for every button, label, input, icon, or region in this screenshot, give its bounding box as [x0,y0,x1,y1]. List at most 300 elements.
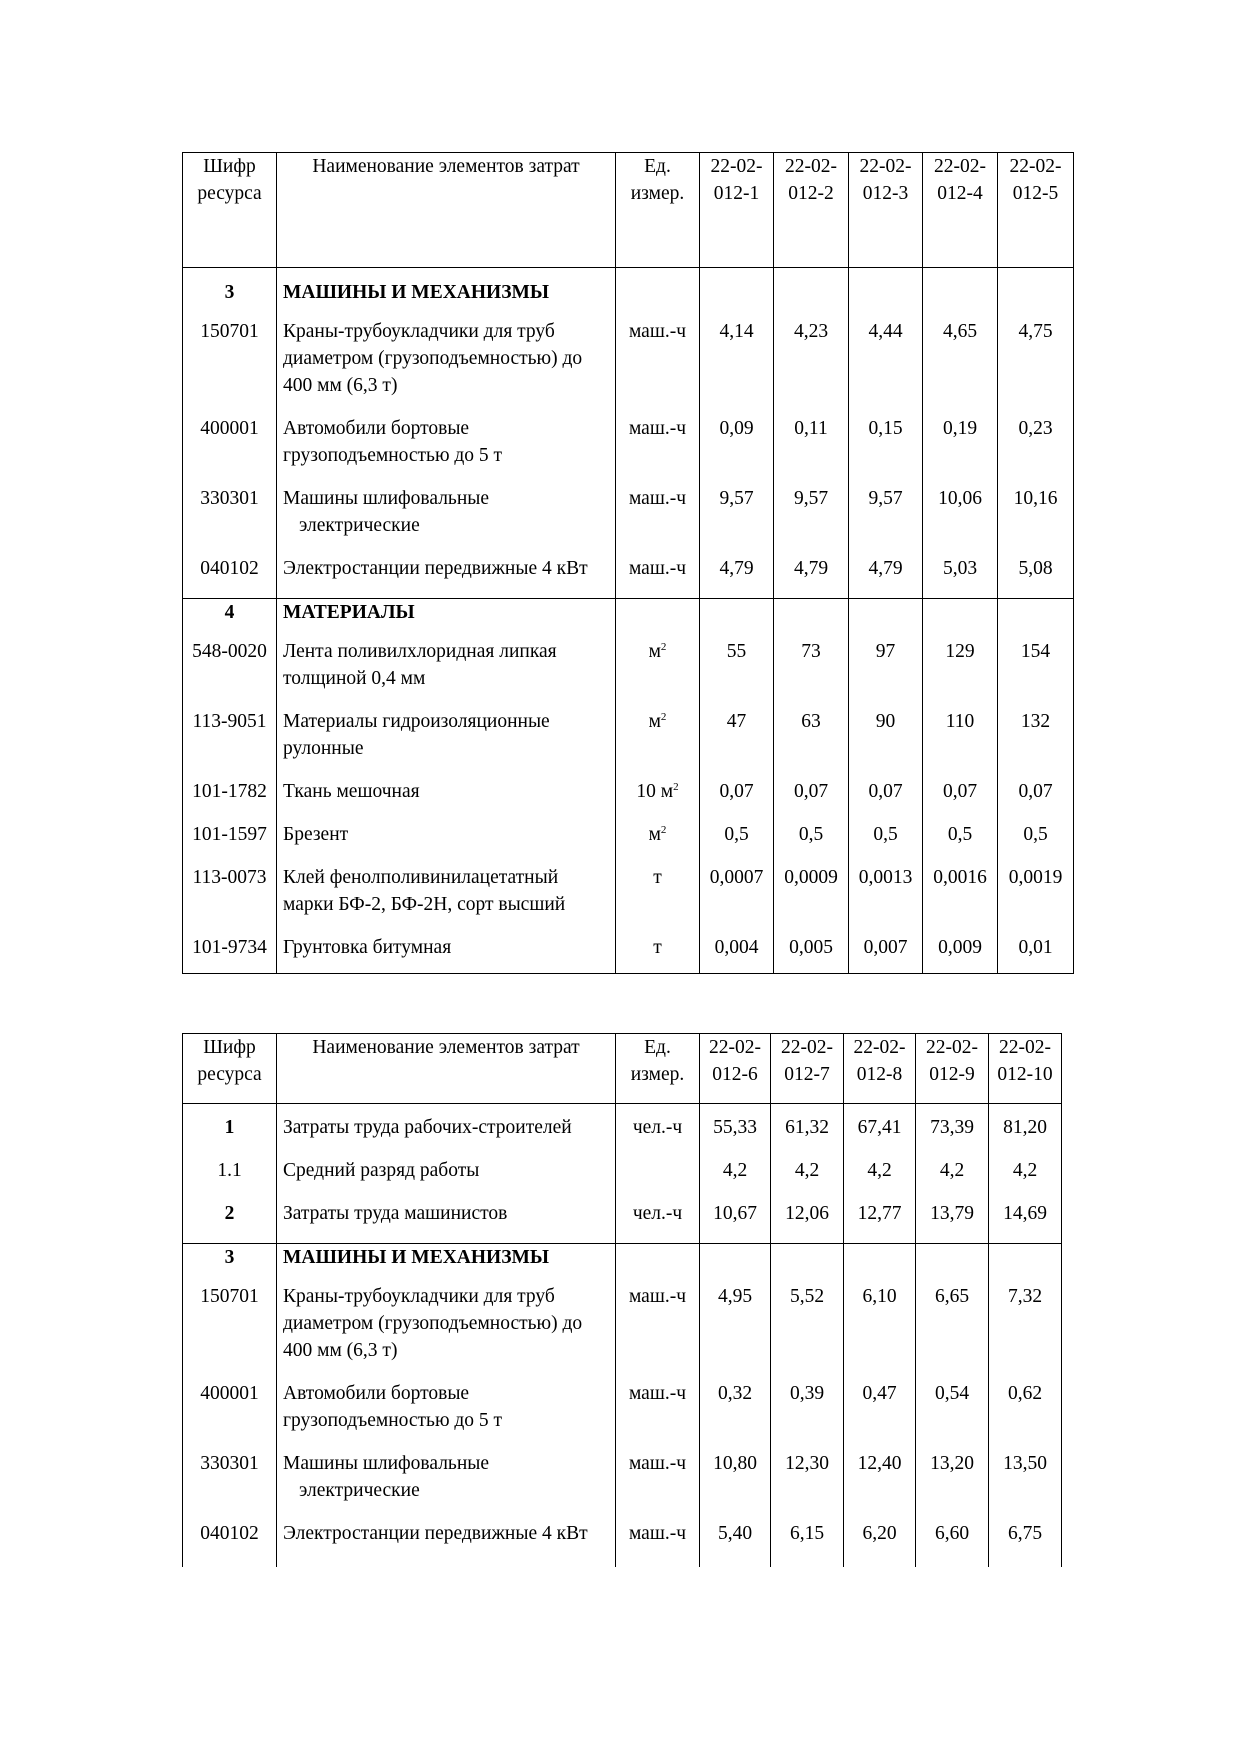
resource-code-text: 3 [224,1247,235,1268]
unit-of-measure [616,1200,700,1244]
norm-value [771,1380,844,1450]
resource-code-text: 113-0073 [192,867,267,888]
norm-value-text: 61,32 [785,1117,829,1138]
resource-name-line [283,1450,611,1477]
norm-value-text: 63 [801,711,821,732]
norm-value [849,318,923,415]
header-col-line1: 22-02- [853,1037,906,1058]
resource-name-line [283,778,611,805]
norm-value-text: 0,07 [868,781,903,802]
norm-value-text: 4,2 [722,1160,748,1181]
resource-code [183,415,277,485]
resource-name-text: Ткань мешочная [283,781,420,802]
norm-value [923,485,998,555]
norm-value-text: 0,23 [1018,418,1053,439]
unit-of-measure [616,1104,700,1158]
norm-value [916,1380,989,1450]
norm-value [774,485,849,555]
norm-value-text: 5,40 [717,1523,753,1544]
table-row [183,415,1074,485]
norm-value [844,1244,916,1284]
header-col-line2: 012-4 [937,183,983,204]
header-col-line2: 012-10 [997,1064,1053,1085]
header-unit [616,1034,700,1104]
unit-superscript: 2 [660,824,667,836]
resource-name-line [283,279,611,306]
header-col-line2: 012-3 [862,183,909,204]
norm-value-text: 0,19 [942,418,978,439]
norm-value [844,1283,916,1380]
norm-value-text: 97 [875,641,896,662]
norm-value [916,1450,989,1520]
header-col-line2: 012-9 [929,1064,975,1085]
norm-value-text: 110 [945,711,975,732]
norm-value [916,1104,989,1158]
norm-value-text: 55,33 [713,1117,757,1138]
table-row [183,1157,1062,1200]
norm-value [989,1380,1062,1450]
norm-value [771,1157,844,1200]
table-header-row [183,153,1074,268]
norm-value [849,778,923,821]
resource-name-text: рулонные [283,738,364,759]
resource-name-text: Автомобили бортовые [283,418,470,439]
resource-name-line [283,1337,611,1364]
norm-value [923,638,998,708]
norm-value [774,864,849,934]
norm-value-text: 6,20 [862,1523,897,1544]
header-unit [616,153,700,268]
resource-code [183,1157,277,1200]
norm-value [989,1104,1062,1158]
resource-name-text: Грунтовка битумная [283,937,452,958]
resource-name [277,1157,616,1200]
norm-value-text: 10,67 [713,1203,757,1224]
norm-value-text: 0,07 [793,781,829,802]
norm-value [700,1380,771,1450]
norm-value [849,485,923,555]
norm-value [989,1244,1062,1284]
norm-value [774,555,849,599]
norm-value [998,555,1074,599]
norm-value-text: 4,2 [867,1160,892,1181]
norm-value [700,1104,771,1158]
norm-value [844,1520,916,1567]
norm-value-text: 9,57 [719,488,754,509]
resource-code [183,821,277,864]
resource-code [183,1520,277,1567]
resource-name [277,1450,616,1520]
table-row [183,934,1074,974]
resource-name [277,555,616,599]
resource-code-text: 548-0020 [192,641,267,662]
norm-value [700,1244,771,1284]
resource-name-text: Материалы гидроизоляционные [283,711,550,732]
norm-value-text: 12,06 [785,1203,829,1224]
norm-value [998,638,1074,708]
resource-name-text: Машины шлифовальные [283,488,490,509]
table-row [183,778,1074,821]
resource-code [183,1104,277,1158]
norm-value-text: 73 [801,641,821,662]
norm-value-text: 0,54 [934,1383,970,1404]
resource-code [183,599,277,639]
resource-code-text: 1 [224,1117,235,1138]
norm-value [916,1520,989,1567]
norm-value-text: 4,75 [1018,321,1053,342]
header-code [183,153,277,268]
header-col-1 [700,153,774,268]
header-col-line1: 22-02- [999,1037,1051,1058]
table-row [183,485,1074,555]
norm-value [923,268,998,319]
resource-name-line [283,1310,611,1337]
norm-value-text: 10,80 [713,1453,757,1474]
norm-value [923,778,998,821]
header-col-line2: 012-1 [713,183,760,204]
norm-value [774,708,849,778]
norm-value [844,1380,916,1450]
resource-code [183,1450,277,1520]
resource-name-text: толщиной 0,4 мм [283,668,426,689]
unit-text: чел.-ч [632,1203,683,1224]
norm-value-text: 0,009 [938,937,982,958]
resource-code-text: 400001 [200,418,259,439]
norm-value-text: 0,005 [789,937,833,958]
norm-value-text: 0,39 [789,1383,825,1404]
unit-superscript: 2 [660,641,667,653]
norm-value-text: 47 [726,711,747,732]
resource-table-1 [182,152,1074,974]
norm-value [700,1200,771,1244]
norm-value [849,415,923,485]
norm-value [771,1520,844,1567]
norm-value-text: 0,0013 [858,867,913,888]
header-col-line1: 22-02- [926,1037,978,1058]
resource-code [183,778,277,821]
norm-value [998,268,1074,319]
header-col-line1: 22-02- [1009,156,1062,177]
norm-value [989,1450,1062,1520]
norm-value-text: 0,5 [798,824,824,845]
norm-value [923,599,998,639]
resource-name-text: грузоподъемностью до 5 т [283,445,503,466]
resource-name [277,1380,616,1450]
resource-table-2 [182,1033,1062,1567]
resource-code [183,1244,277,1284]
header-code-line2: ресурса [197,183,262,204]
norm-value [700,1157,771,1200]
resource-code-text: 3 [224,282,235,303]
resource-name-line [283,318,611,345]
norm-value [849,555,923,599]
header-name-text: Наименование элементов затрат [312,1037,580,1058]
resource-name-text: грузоподъемностью до 5 т [283,1410,503,1431]
norm-value [916,1157,989,1200]
norm-value [774,599,849,639]
resource-name [277,485,616,555]
norm-value [700,485,774,555]
resource-code-text: 040102 [200,1523,259,1544]
resource-name-line [283,1520,611,1547]
norm-value-text: 67,41 [857,1117,902,1138]
norm-value-text: 12,77 [857,1203,902,1224]
resource-name-text: Краны-трубоукладчики для труб [283,1286,555,1307]
unit-of-measure [616,1380,700,1450]
unit-text: м [648,641,661,662]
norm-value-text: 7,32 [1007,1286,1043,1307]
resource-name-line [283,555,611,582]
norm-value-text: 4,2 [1012,1160,1038,1181]
resource-name-line [283,599,611,626]
header-name [277,1034,616,1104]
unit-text: т [653,937,662,958]
header-col-line2: 012-7 [784,1064,830,1085]
resource-name-line [283,1283,611,1310]
norm-value [989,1157,1062,1200]
resource-code-text: 150701 [200,321,259,342]
resource-name-line [283,934,611,961]
norm-value-text: 73,39 [930,1117,974,1138]
norm-value-text: 12,40 [857,1453,902,1474]
norm-value-text: 5,03 [942,558,978,579]
unit-text: м [648,824,661,845]
unit-of-measure [616,1283,700,1380]
unit-text: 10 м [636,781,674,802]
unit-text: маш.-ч [628,1383,687,1404]
unit-of-measure [616,864,700,934]
header-col-3 [849,153,923,268]
norm-value-text: 4,65 [942,321,978,342]
unit-of-measure [616,708,700,778]
norm-value-text: 0,11 [794,418,828,439]
resource-name-text: Затраты труда рабочих-строителей [283,1117,572,1138]
norm-value [923,821,998,864]
table-row [183,638,1074,708]
header-col-line2: 012-5 [1012,183,1059,204]
unit-of-measure [616,934,700,974]
norm-value [771,1450,844,1520]
unit-text: маш.-ч [628,1453,687,1474]
resource-code [183,708,277,778]
norm-value [998,821,1074,864]
table-row [183,555,1074,599]
norm-value-text: 10,16 [1013,488,1058,509]
resource-name [277,708,616,778]
norm-value-text: 0,47 [862,1383,897,1404]
resource-name-line [283,891,611,918]
unit-superscript: 2 [660,711,667,723]
header-col-line2: 012-2 [788,183,834,204]
norm-value [700,318,774,415]
norm-value [998,864,1074,934]
resource-name [277,638,616,708]
resource-name-line [283,864,611,891]
resource-code [183,1283,277,1380]
resource-code-text: 113-9051 [192,711,267,732]
norm-value-text: 4,2 [794,1160,820,1181]
norm-value-text: 4,79 [719,558,754,579]
norm-value-text: 0,007 [863,937,908,958]
norm-value-text: 9,57 [868,488,903,509]
resource-code [183,1380,277,1450]
unit-text: м [648,711,661,732]
table-row [183,1380,1062,1450]
norm-value [700,599,774,639]
resource-name-text: 400 мм (6,3 т) [283,1340,398,1361]
resource-name [277,1520,616,1567]
resource-name-text: Средний разряд работы [283,1160,480,1181]
resource-name-line [283,1200,611,1227]
unit-of-measure [616,1244,700,1284]
unit-text: маш.-ч [628,1286,687,1307]
resource-name [277,318,616,415]
resource-name-line [283,665,611,692]
norm-value [998,485,1074,555]
unit-text: маш.-ч [628,321,687,342]
norm-value-text: 0,5 [947,824,973,845]
resource-name-line [283,1407,611,1434]
table-row [183,1450,1062,1520]
norm-value [774,778,849,821]
norm-value-text: 6,15 [789,1523,825,1544]
norm-value-text: 129 [945,641,975,662]
norm-value-text: 4,14 [719,321,754,342]
norm-value-text: 0,0007 [709,867,764,888]
header-col-line1: 22-02- [709,1037,761,1058]
unit-of-measure [616,1157,700,1200]
header-col-line1: 22-02- [785,156,837,177]
resource-name-line [283,442,611,469]
norm-value-text: 4,79 [793,558,829,579]
norm-value [998,708,1074,778]
norm-value-text: 0,15 [868,418,903,439]
norm-value [923,318,998,415]
norm-value [771,1200,844,1244]
norm-value [700,1520,771,1567]
resource-code [183,934,277,974]
norm-value [700,708,774,778]
resource-code-text: 150701 [200,1286,259,1307]
norm-value-text: 9,57 [793,488,829,509]
resource-code [183,318,277,415]
norm-value [700,415,774,485]
norm-value-text: 0,0019 [1008,867,1063,888]
resource-name-line [283,1380,611,1407]
table-row [183,708,1074,778]
resource-code-text: 4 [224,602,235,623]
resource-name [277,1283,616,1380]
header-col-7 [771,1034,844,1104]
norm-value-text: 4,95 [717,1286,753,1307]
resource-name-line [283,735,611,762]
resource-code [183,268,277,319]
norm-value-text: 0,01 [1018,937,1053,958]
header-col-line1: 22-02- [859,156,912,177]
norm-value [849,708,923,778]
norm-value-text: 14,69 [1003,1203,1047,1224]
norm-value [700,864,774,934]
unit-of-measure [616,555,700,599]
resource-name-text: электрические [299,515,420,536]
norm-value [700,1450,771,1520]
resource-code-text: 101-1597 [192,824,267,845]
resource-name-text: марки БФ-2, БФ-2Н, сорт высший [283,894,566,915]
norm-value [998,318,1074,415]
unit-text: т [653,867,662,888]
norm-value-text: 0,32 [717,1383,753,1404]
norm-value [700,268,774,319]
resource-name-line [283,415,611,442]
norm-value [700,638,774,708]
norm-value-text: 0,0009 [784,867,838,888]
unit-of-measure [616,638,700,708]
resource-name-text: МАТЕРИАЛЫ [283,602,415,623]
resource-name [277,1200,616,1244]
header-unit-line1: Ед. [644,156,671,177]
resource-name-line [283,1477,611,1504]
norm-value [774,638,849,708]
norm-value-text: 0,07 [942,781,978,802]
resource-code-text: 330301 [200,1453,259,1474]
norm-value [774,934,849,974]
resource-name [277,1244,616,1284]
norm-value [700,778,774,821]
norm-value-text: 0,09 [719,418,754,439]
norm-value-text: 0,5 [724,824,749,845]
header-col-line1: 22-02- [934,156,986,177]
header-col-line2: 012-8 [856,1064,903,1085]
header-unit-line2: измер. [630,183,685,204]
resource-name-text: Лента поливилхлоридная липкая [283,641,557,662]
norm-value-text: 6,10 [862,1286,897,1307]
resource-code-text: 101-1782 [192,781,267,802]
unit-of-measure [616,1520,700,1567]
resource-name-text: МАШИНЫ И МЕХАНИЗМЫ [283,282,550,303]
header-col-line1: 22-02- [781,1037,833,1058]
norm-value-text: 0,004 [714,937,759,958]
table-row [183,1520,1062,1567]
resource-name [277,778,616,821]
resource-name-text: МАШИНЫ И МЕХАНИЗМЫ [283,1247,550,1268]
unit-of-measure [616,268,700,319]
resource-name-line [283,821,611,848]
header-col-10 [989,1034,1062,1104]
norm-value [700,555,774,599]
resource-code [183,1200,277,1244]
header-col-5 [998,153,1074,268]
resource-code [183,638,277,708]
norm-value [774,268,849,319]
resource-name-line [283,1114,611,1141]
norm-value-text: 4,79 [868,558,903,579]
header-col-6 [700,1034,771,1104]
norm-value-text: 0,5 [873,824,898,845]
norm-value-text: 6,60 [934,1523,970,1544]
norm-value-text: 13,79 [930,1203,974,1224]
resource-code-text: 400001 [200,1383,259,1404]
norm-value-text: 0,5 [1023,824,1048,845]
resource-name-text: Краны-трубоукладчики для труб [283,321,555,342]
header-col-line1: 22-02- [710,156,763,177]
norm-value [700,934,774,974]
table-row [183,1200,1062,1244]
norm-value-text: 0,0016 [933,867,987,888]
norm-value [774,415,849,485]
resource-code-text: 2 [224,1203,235,1224]
section-row [183,268,1074,319]
norm-value-text: 81,20 [1003,1117,1047,1138]
